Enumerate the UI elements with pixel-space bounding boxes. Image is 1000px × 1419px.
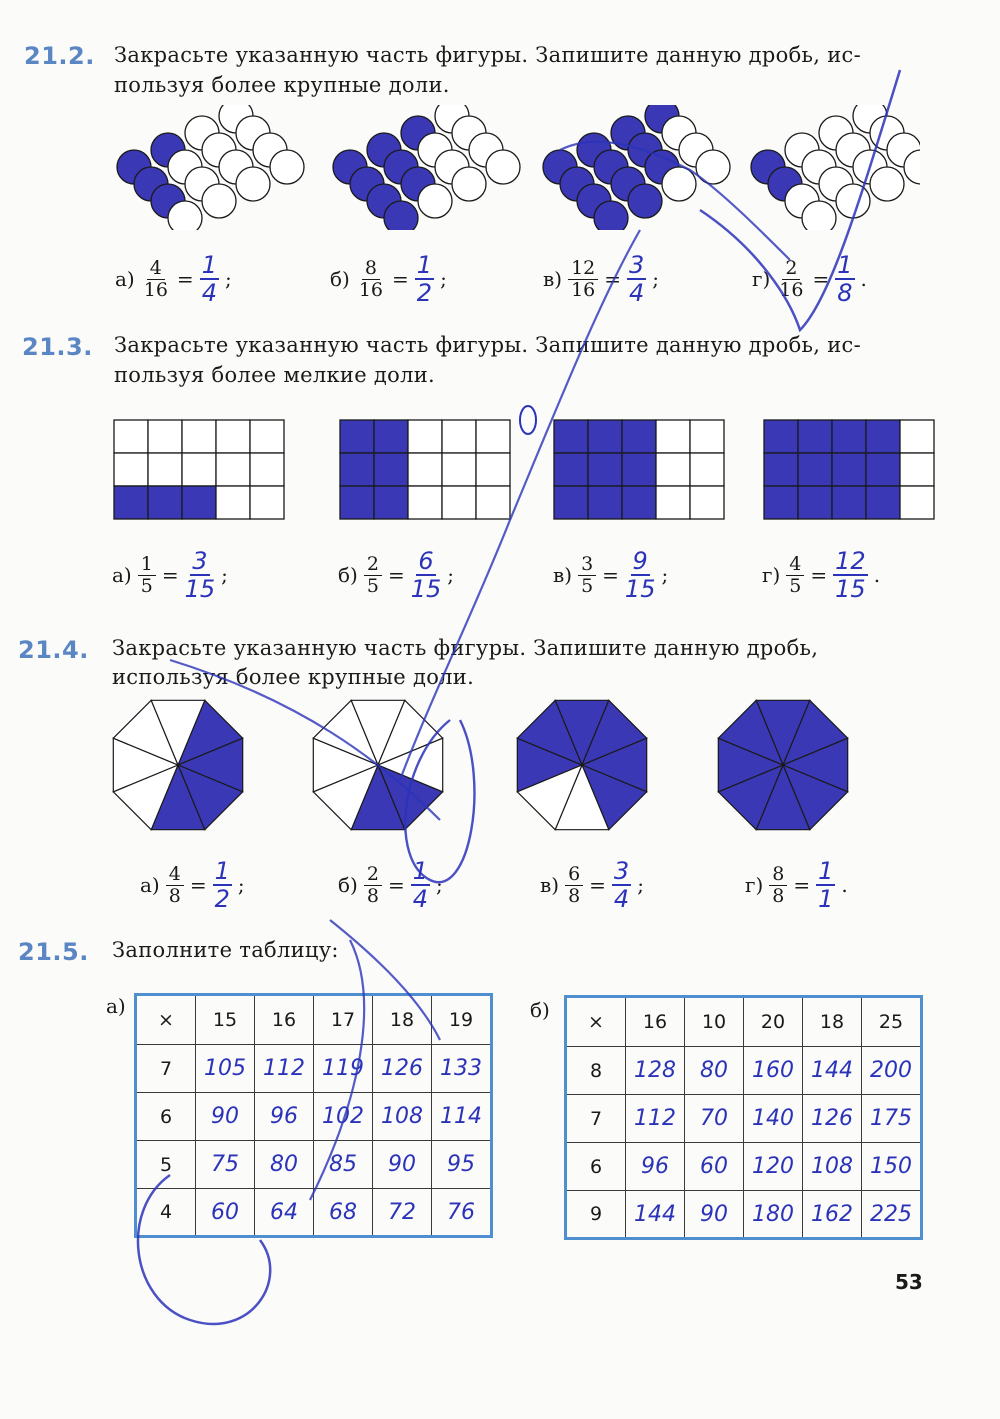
table-cell[interactable]: 120	[744, 1143, 803, 1191]
table-cell[interactable]: 175	[862, 1095, 922, 1143]
exercise-number-21-4: 21.4.	[18, 636, 89, 664]
equals-sign: =	[602, 563, 619, 587]
corner-cell: ×	[566, 997, 626, 1047]
fraction-denominator: 5	[789, 574, 802, 597]
grid-cell	[690, 486, 724, 519]
table-cell[interactable]: 60	[196, 1189, 255, 1237]
handwritten-fraction	[612, 858, 631, 912]
separator: ;	[637, 873, 644, 897]
equals-sign: =	[387, 873, 405, 897]
given-fraction	[364, 554, 382, 597]
row-header: 5	[136, 1141, 196, 1189]
answer-21-3-g	[762, 548, 880, 602]
grid-cell	[148, 486, 182, 519]
handwritten-denominator: 8	[837, 279, 853, 307]
circle-cell	[418, 184, 452, 218]
handwritten-fraction	[411, 548, 442, 602]
separator: ;	[221, 563, 228, 587]
column-header: 17	[314, 995, 373, 1045]
handwritten-denominator: 4	[629, 279, 645, 307]
fraction-numerator: 4	[786, 554, 804, 576]
given-fraction	[568, 258, 598, 301]
handwritten-denominator: 1	[818, 885, 834, 913]
grid-cell	[554, 420, 588, 453]
grid-cell	[900, 486, 934, 519]
exercise-text-21-5: Заполните таблицу:	[112, 938, 339, 962]
table-cell[interactable]: 162	[803, 1191, 862, 1239]
grid-figures-21-3	[100, 410, 950, 530]
separator: ;	[435, 873, 443, 897]
grid-cell	[798, 420, 832, 453]
circle-cell	[870, 167, 904, 201]
table-cell[interactable]: 128	[626, 1047, 685, 1095]
table-cell[interactable]: 75	[196, 1141, 255, 1189]
grid-cell	[900, 453, 934, 486]
row-header: 7	[136, 1045, 196, 1093]
table-cell[interactable]: 200	[862, 1047, 922, 1095]
handwritten-denominator: 15	[835, 575, 866, 603]
grid-cell	[182, 453, 216, 486]
handwritten-denominator: 2	[214, 885, 230, 913]
exercise-text-21-3-line1: Закрасьте указанную часть фигуры. Запишите данную дробь, ис-	[114, 333, 861, 357]
circle-cell	[486, 150, 520, 184]
grid-cell	[866, 420, 900, 453]
grid-cell	[374, 486, 408, 519]
fraction-numerator: 2	[364, 554, 382, 576]
handwritten-numerator: 1	[818, 857, 834, 885]
row-header: 7	[566, 1095, 626, 1143]
handwritten-numerator: 3	[192, 547, 208, 575]
fraction-numerator: 1	[138, 554, 156, 576]
grid-cell	[588, 453, 622, 486]
answer-label: а)	[140, 873, 160, 897]
table-cell[interactable]: 105	[196, 1045, 255, 1093]
fraction-numerator: 4	[166, 864, 184, 886]
table-cell[interactable]: 76	[432, 1189, 492, 1237]
grid-cell	[340, 453, 374, 486]
fraction-denominator: 16	[571, 278, 596, 301]
circle-cell	[270, 150, 304, 184]
equals-sign: =	[189, 873, 207, 897]
handwritten-numerator: 1	[214, 857, 230, 885]
grid-figure-g	[764, 420, 934, 519]
circle-figure-v	[543, 105, 730, 230]
grid-cell	[250, 420, 284, 453]
column-header: 15	[196, 995, 255, 1045]
grid-cell	[866, 453, 900, 486]
given-fraction	[356, 258, 386, 301]
fraction-numerator: 12	[568, 258, 598, 280]
handwritten-fraction	[625, 548, 656, 602]
circle-figure-b	[333, 105, 520, 230]
separator: ;	[237, 873, 245, 897]
given-fraction	[769, 864, 787, 907]
grid-cell	[622, 486, 656, 519]
answer-21-4-g	[745, 858, 848, 912]
column-header: 16	[626, 997, 685, 1047]
fraction-denominator: 5	[581, 574, 594, 597]
table-header-row	[136, 995, 492, 1045]
handwritten-fraction	[415, 252, 434, 306]
fraction-denominator: 8	[366, 884, 379, 907]
fraction-denominator: 16	[143, 278, 168, 301]
octagon-figure-g	[718, 700, 847, 829]
row-header: 8	[566, 1047, 626, 1095]
handwritten-denominator: 15	[624, 575, 656, 603]
table-b-label: б)	[530, 998, 550, 1022]
handwritten-fraction	[835, 252, 854, 306]
separator: ;	[440, 267, 447, 291]
grid-cell	[408, 486, 442, 519]
fraction-denominator: 16	[779, 278, 804, 301]
table-cell[interactable]: 180	[744, 1191, 803, 1239]
answer-label: б)	[330, 267, 350, 291]
grid-figure-v	[554, 420, 724, 519]
equals-sign: =	[793, 873, 811, 897]
grid-cell	[148, 453, 182, 486]
octagon-figure-a	[113, 700, 242, 829]
table-cell[interactable]: 96	[255, 1093, 314, 1141]
handwritten-numerator: 1	[837, 251, 853, 279]
grid-cell	[866, 486, 900, 519]
answer-21-2-a	[115, 252, 232, 306]
answer-label: г)	[762, 563, 781, 587]
table-row	[566, 1047, 922, 1095]
table-cell[interactable]: 114	[432, 1093, 492, 1141]
column-header: 19	[432, 995, 492, 1045]
circle-cell	[168, 201, 202, 230]
grid-cell	[216, 420, 250, 453]
fraction-numerator: 4	[147, 258, 165, 280]
exercise-text-21-4-line1: Закрасьте указанную часть фигуры. Запишите данную дробь,	[112, 636, 819, 660]
fraction-denominator: 8	[772, 884, 785, 907]
circle-cell	[696, 150, 730, 184]
answer-label: б)	[338, 563, 358, 587]
grid-cell	[554, 486, 588, 519]
grid-cell	[476, 486, 510, 519]
grid-cell	[554, 453, 588, 486]
handwritten-denominator: 2	[416, 279, 433, 307]
grid-cell	[656, 486, 690, 519]
grid-cell	[798, 453, 832, 486]
answer-21-2-v	[543, 252, 659, 306]
multiplication-table-a	[134, 993, 493, 1238]
grid-cell	[114, 486, 148, 519]
table-cell[interactable]: 68	[314, 1189, 373, 1237]
answer-label: а)	[112, 563, 132, 587]
equals-sign: =	[387, 563, 405, 587]
fraction-numerator: 6	[565, 864, 583, 886]
table-cell[interactable]: 108	[803, 1143, 862, 1191]
handwritten-denominator: 4	[201, 279, 217, 307]
table-row	[136, 1093, 492, 1141]
handwritten-fraction	[833, 548, 868, 602]
grid-cell	[832, 486, 866, 519]
exercise-number-21-5: 21.5.	[18, 938, 89, 966]
handwritten-fraction	[411, 858, 430, 912]
circle-cell	[802, 201, 836, 230]
table-row	[136, 1141, 492, 1189]
table-cell[interactable]: 102	[314, 1093, 373, 1141]
fraction-denominator: 5	[366, 574, 379, 597]
separator: .	[873, 563, 881, 587]
grid-cell	[622, 453, 656, 486]
table-row	[566, 1191, 922, 1239]
table-a-label: а)	[106, 994, 126, 1018]
given-fraction	[364, 864, 382, 907]
given-fraction	[578, 554, 596, 597]
handwritten-numerator: 1	[412, 857, 428, 885]
circle-cell	[662, 167, 696, 201]
grid-cell	[250, 453, 284, 486]
column-header: 16	[255, 995, 314, 1045]
table-cell[interactable]: 70	[685, 1095, 744, 1143]
table-cell[interactable]: 140	[744, 1095, 803, 1143]
equals-sign: =	[812, 267, 830, 291]
grid-cell	[408, 453, 442, 486]
table-cell[interactable]: 80	[255, 1141, 314, 1189]
answer-21-2-b	[330, 252, 447, 306]
handwritten-fraction	[816, 858, 835, 912]
grid-cell	[900, 420, 934, 453]
handwritten-fraction	[185, 548, 216, 602]
table-cell[interactable]: 126	[373, 1045, 432, 1093]
grid-cell	[588, 420, 622, 453]
given-fraction	[776, 258, 806, 301]
grid-figure-a	[114, 420, 284, 519]
answer-label: в)	[553, 563, 573, 587]
answer-label: в)	[543, 267, 563, 291]
table-cell[interactable]: 80	[685, 1047, 744, 1095]
handwritten-fraction	[627, 252, 646, 306]
circle-cell	[202, 184, 236, 218]
fraction-numerator: 8	[362, 258, 380, 280]
handwritten-denominator: 15	[184, 575, 216, 603]
equals-sign: =	[392, 267, 409, 291]
row-header: 6	[136, 1093, 196, 1141]
answer-label: в)	[540, 873, 560, 897]
grid-cell	[764, 420, 798, 453]
grid-cell	[690, 453, 724, 486]
grid-cell	[114, 453, 148, 486]
grid-cell	[764, 486, 798, 519]
handwritten-fraction	[213, 858, 232, 912]
grid-cell	[340, 420, 374, 453]
answer-label: а)	[115, 267, 135, 291]
given-fraction	[565, 864, 583, 907]
octagon-figure-b	[313, 700, 442, 829]
answer-21-2-g	[752, 252, 867, 306]
table-cell[interactable]: 95	[432, 1141, 492, 1189]
grid-cell	[690, 420, 724, 453]
given-fraction	[141, 258, 171, 301]
fraction-denominator: 5	[140, 574, 153, 597]
grid-cell	[114, 420, 148, 453]
handwritten-denominator: 15	[410, 575, 442, 603]
circle-cell	[452, 167, 486, 201]
equals-sign: =	[589, 873, 606, 897]
answer-label: г)	[752, 267, 771, 291]
exercise-text-21-2-line2: пользуя более крупные доли.	[114, 73, 450, 97]
table-cell[interactable]: 72	[373, 1189, 432, 1237]
octagon-figures-21-4	[100, 695, 860, 835]
separator: ;	[652, 267, 660, 291]
table-row	[566, 1095, 922, 1143]
separator: .	[841, 873, 848, 897]
table-row	[566, 1143, 922, 1191]
given-fraction	[786, 554, 804, 597]
separator: ;	[661, 563, 669, 587]
separator: ;	[224, 267, 232, 291]
grid-cell	[656, 453, 690, 486]
circle-figures-21-2	[100, 105, 920, 230]
handwritten-numerator: 12	[835, 547, 866, 575]
grid-cell	[374, 420, 408, 453]
fraction-numerator: 8	[769, 864, 787, 886]
octagon-figure-v	[517, 700, 646, 829]
circle-cell	[628, 184, 662, 218]
handwritten-numerator: 1	[201, 251, 217, 279]
equals-sign: =	[176, 267, 194, 291]
table-cell[interactable]: 160	[744, 1047, 803, 1095]
grid-cell	[832, 420, 866, 453]
row-header: 9	[566, 1191, 626, 1239]
grid-cell	[216, 486, 250, 519]
handwritten-denominator: 4	[613, 885, 630, 913]
exercise-number-21-3: 21.3.	[22, 333, 93, 361]
grid-cell	[656, 420, 690, 453]
row-header: 4	[136, 1189, 196, 1237]
grid-cell	[250, 486, 284, 519]
exercise-text-21-3-line2: пользуя более мелкие доли.	[114, 363, 436, 387]
table-cell[interactable]: 150	[862, 1143, 922, 1191]
exercise-text-21-4-line2: используя более крупные доли.	[112, 665, 475, 689]
answer-21-4-v	[540, 858, 644, 912]
grid-cell	[798, 486, 832, 519]
grid-cell	[442, 486, 476, 519]
handwritten-numerator: 6	[418, 547, 434, 575]
column-header: 25	[862, 997, 922, 1047]
page-number: 53	[895, 1270, 923, 1294]
fraction-numerator: 3	[578, 554, 596, 576]
table-cell[interactable]: 119	[314, 1045, 373, 1093]
table-cell[interactable]: 90	[373, 1141, 432, 1189]
table-cell[interactable]: 64	[255, 1189, 314, 1237]
grid-cell	[764, 453, 798, 486]
grid-cell	[588, 486, 622, 519]
given-fraction	[138, 554, 156, 597]
grid-cell	[442, 453, 476, 486]
grid-cell	[216, 453, 250, 486]
equals-sign: =	[161, 563, 179, 587]
multiplication-table-b	[564, 995, 923, 1240]
table-cell[interactable]: 126	[803, 1095, 862, 1143]
handwritten-numerator: 3	[613, 857, 630, 885]
answer-label: г)	[745, 873, 764, 897]
grid-cell	[374, 453, 408, 486]
answer-21-3-v	[553, 548, 668, 602]
table-cell[interactable]: 90	[196, 1093, 255, 1141]
grid-cell	[622, 420, 656, 453]
grid-figure-b	[340, 420, 510, 519]
circle-cell	[384, 201, 418, 230]
table-cell[interactable]: 225	[862, 1191, 922, 1239]
grid-cell	[442, 420, 476, 453]
separator: ;	[447, 563, 454, 587]
table-cell[interactable]: 85	[314, 1141, 373, 1189]
separator: .	[860, 267, 867, 291]
answer-21-3-a	[112, 548, 228, 602]
row-header: 6	[566, 1143, 626, 1191]
answer-label: б)	[338, 873, 358, 897]
circle-figure-g	[751, 105, 920, 230]
table-cell[interactable]: 133	[432, 1045, 492, 1093]
table-row	[136, 1189, 492, 1237]
circle-figure-a	[117, 105, 304, 230]
answer-21-3-b	[338, 548, 454, 602]
table-cell[interactable]: 144	[803, 1047, 862, 1095]
grid-cell	[832, 453, 866, 486]
fraction-denominator: 16	[358, 278, 384, 301]
grid-cell	[182, 420, 216, 453]
handwritten-fraction	[200, 252, 219, 306]
handwritten-denominator: 4	[412, 885, 428, 913]
circle-cell	[236, 167, 270, 201]
table-cell[interactable]: 108	[373, 1093, 432, 1141]
table-cell[interactable]: 112	[626, 1095, 685, 1143]
equals-sign: =	[810, 563, 828, 587]
corner-cell: ×	[136, 995, 196, 1045]
grid-cell	[340, 486, 374, 519]
exercise-text-21-2-line1: Закрасьте указанную часть фигуры. Запишите данную дробь, ис-	[114, 43, 861, 67]
table-cell[interactable]: 60	[685, 1143, 744, 1191]
column-header: 20	[744, 997, 803, 1047]
fraction-denominator: 8	[168, 884, 181, 907]
table-header-row	[566, 997, 922, 1047]
circle-cell	[594, 201, 628, 230]
table-row	[136, 1045, 492, 1093]
handwritten-numerator: 9	[632, 547, 648, 575]
equals-sign: =	[604, 267, 622, 291]
column-header: 18	[373, 995, 432, 1045]
table-cell[interactable]: 112	[255, 1045, 314, 1093]
fraction-denominator: 8	[568, 884, 581, 907]
answer-21-4-a	[140, 858, 245, 912]
handwritten-numerator: 3	[629, 251, 645, 279]
table-cell[interactable]: 96	[626, 1143, 685, 1191]
table-cell[interactable]: 144	[626, 1191, 685, 1239]
fraction-numerator: 2	[782, 258, 800, 280]
exercise-number-21-2: 21.2.	[24, 42, 95, 70]
handwritten-numerator: 1	[416, 251, 433, 279]
grid-cell	[408, 420, 442, 453]
column-header: 18	[803, 997, 862, 1047]
circle-cell	[836, 184, 870, 218]
grid-cell	[476, 453, 510, 486]
column-header: 10	[685, 997, 744, 1047]
fraction-numerator: 2	[364, 864, 382, 886]
answer-21-4-b	[338, 858, 443, 912]
grid-cell	[182, 486, 216, 519]
grid-cell	[476, 420, 510, 453]
given-fraction	[166, 864, 184, 907]
table-cell[interactable]: 90	[685, 1191, 744, 1239]
grid-cell	[148, 420, 182, 453]
